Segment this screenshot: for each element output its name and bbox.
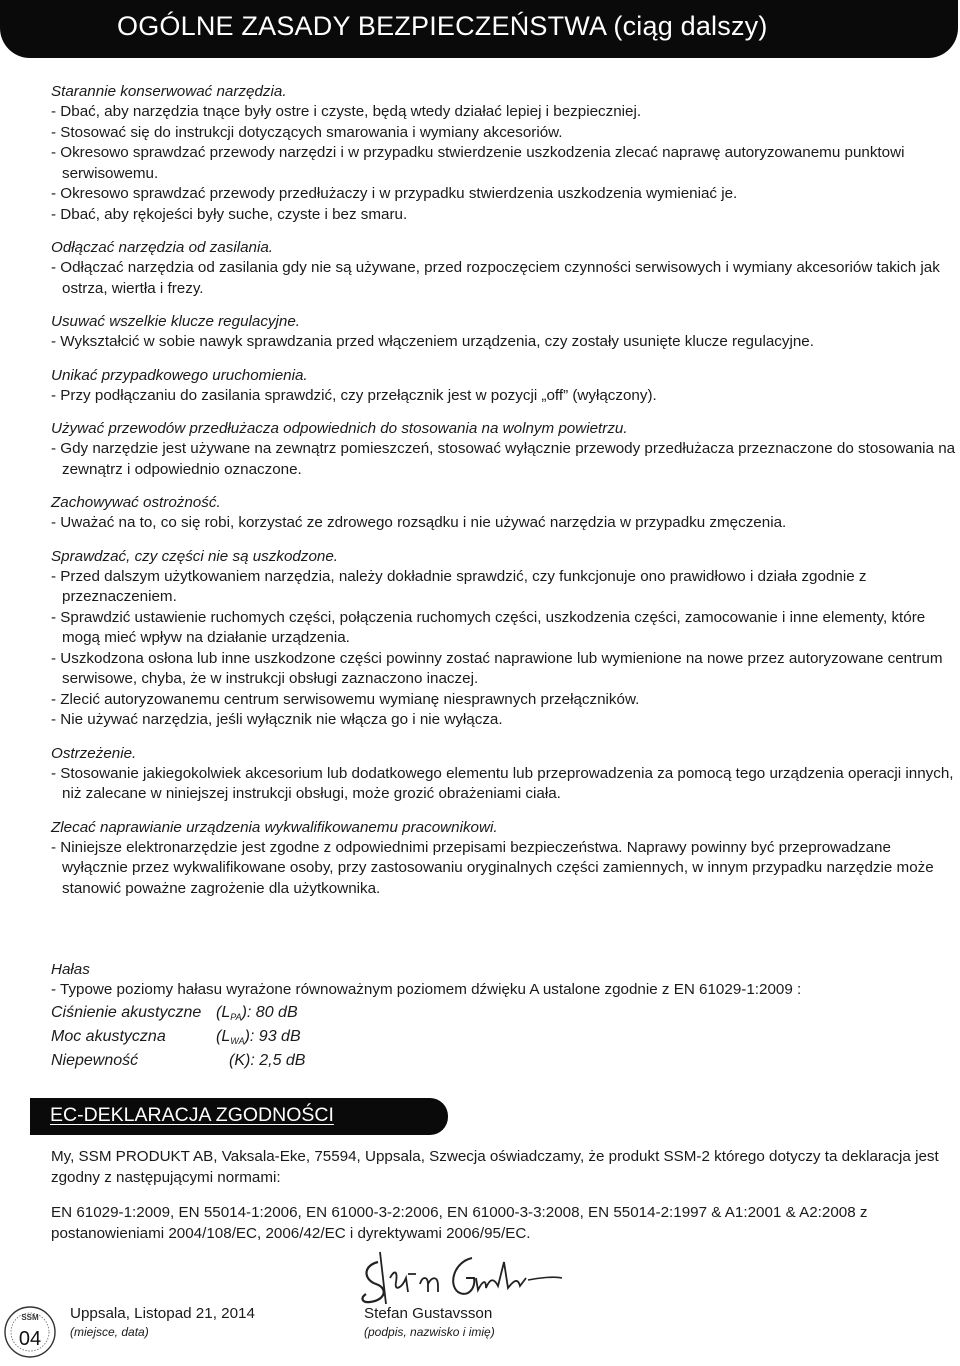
- ec-paragraph: My, SSM PRODUKT AB, Vaksala-Eke, 75594, Uppsala, Szwecja oświadczamy, że produkt SSM-2 którego dotyczy ta deklaracja jest zgodny z następującymi normami:: [51, 1148, 939, 1186]
- noise-row: [51, 1025, 951, 1049]
- section-item: - Stosować się do instrukcji dotyczących smarowania i wymiany akcesoriów.: [51, 123, 563, 141]
- section-title: Używać przewodów przedłużacza odpowiednich do stosowania na wolnym powietrzu.: [51, 420, 628, 437]
- section-item: - Okresowo sprawdzać przewody przedłużaczy i w przypadku stwierdzenia uszkodzenia wymieniać je.: [51, 185, 738, 202]
- section-title: Unikać przypadkowego uruchomienia.: [51, 366, 308, 384]
- section-item: - Przed dalszym użytkowaniem narzędzia, należy dokładnie sprawdzić, czy funkcjonuje ono prawidłowo i działa zgodnie z przeznaczeniem.: [51, 567, 867, 605]
- section-item: - Okresowo sprawdzać przewody narzędzi i w przypadku stwierdzenie uszkodzenia zlecać naprawę autoryzowanemu punktowi serwisowemu.: [51, 144, 905, 182]
- section-item: - Dbać, aby rękojeści były suche, czyste i bez smaru.: [51, 205, 408, 223]
- ec-declaration-title: EC-DEKLARACJA ZGODNOŚCI: [50, 1104, 334, 1126]
- signature-image: [358, 1248, 564, 1306]
- section-item: - Nie używać narzędzia, jeśli wyłącznik nie włącza go i nie wyłącza.: [51, 711, 503, 728]
- safety-section: [51, 547, 956, 731]
- noise-title: Hałas: [51, 961, 90, 978]
- section-title: Ostrzeżenie.: [51, 744, 137, 762]
- section-title: Usuwać wszelkie klucze regulacyjne.: [51, 313, 301, 330]
- section-item: - Niniejsze elektronarzędzie jest zgodne z odpowiednimi przepisami bezpieczeństwa. Naprawy powinny być przeprowadzane wyłącznie przez wykwalifikowane osoby, przy zastosowaniu oryginalnych części zamiennych, w innym przypadku narzędzie może stanowić poważne zagrożenie dla użytkownika.: [51, 838, 934, 897]
- section-item: - Wykształcić w sobie nawyk sprawdzania przed włączeniem urządzenia, czy zostały usunięte klucze regulacyjne.: [51, 333, 814, 350]
- section-title: Zlecać naprawianie urządzenia wykwalifikowanemu pracownikowi.: [51, 818, 498, 836]
- page-header: [0, 0, 958, 58]
- page-title: OGÓLNE ZASADY BEZPIECZEŃSTWA (ciąg dalszy): [117, 11, 768, 41]
- section-item: - Odłączać narzędzia od zasilania gdy nie są używane, przed rozpoczęciem czynności serwisowych i wymiany akcesoriów takich jak ostrza, wiertła i frezy.: [51, 259, 940, 297]
- section-item: - Stosowanie jakiegokolwiek akcesorium lub dodatkowego elementu lub przeprowadzenia za pomocą tego urządzenia operacji innych, niż zalecane w niniejszej instrukcji obsługi, może grozić obrażeniami ciała.: [51, 764, 954, 802]
- safety-sections: [51, 82, 956, 912]
- safety-section: [51, 744, 956, 805]
- safety-section: [51, 238, 956, 299]
- page-number: 04: [18, 1328, 42, 1350]
- safety-section: [51, 419, 956, 480]
- section-item: - Dbać, aby narzędzia tnące były ostre i czyste, będą wtedy działać lepiej i bezpieczniej.: [51, 103, 642, 120]
- logo-text: SSM: [21, 1313, 39, 1322]
- section-item: - Uważać na to, co się robi, korzystać ze zdrowego rozsądku i nie używać narzędzia w przypadku zmęczenia.: [51, 514, 787, 531]
- ec-declaration-body: [51, 1146, 956, 1244]
- section-title: Starannie konserwować narzędzia.: [51, 83, 287, 100]
- section-item: - Uszkodzona osłona lub inne uszkodzone części powinny zostać naprawione lub wymienione na nowe przez autoryzowane centrum serwisowe, chyba, że w instrukcji obsługi zaznaczono inaczej.: [51, 649, 943, 687]
- section-item: - Gdy narzędzie jest używane na zewnątrz pomieszczeń, stosować wyłącznie przewody przedłużacza przeznaczone do stosowania na zewnątrz i odpowiednio oznaczone.: [51, 440, 956, 478]
- noise-section: [51, 960, 951, 1073]
- section-item: - Zlecić autoryzowanemu centrum serwisowemu wymianę niesprawnych przełączników.: [51, 690, 640, 708]
- safety-section: [51, 312, 956, 353]
- company-logo-page-number: [2, 1300, 58, 1360]
- safety-section: [51, 818, 956, 900]
- noise-row-label: Ciśnienie akustyczne: [51, 1003, 202, 1021]
- noise-row: [51, 1001, 951, 1025]
- noise-row-value: (K): 2,5 dB: [229, 1051, 306, 1069]
- noise-row-value: $(L_{WA})$: 93 dB: [216, 1027, 301, 1046]
- signature-date: Uppsala, Listopad 21, 2014: [70, 1305, 255, 1322]
- safety-section: [51, 366, 956, 407]
- signatory-caption: (podpis, nazwisko i imię): [364, 1325, 495, 1339]
- safety-section: [51, 493, 956, 534]
- noise-row-value: $(L_{PA})$: 80 dB: [216, 1003, 298, 1022]
- safety-section: [51, 82, 956, 225]
- section-title: Odłączać narzędzia od zasilania.: [51, 239, 274, 256]
- noise-row-label: Niepewność: [51, 1051, 139, 1069]
- ec-standards-paragraph: EN 61029-1:2009, EN 55014-1:2006, EN 61000-3-2:2006, EN 61000-3-3:2008, EN 55014-2:1997 & A1:2001 & A2:2008 z postanowieniami 2004/108/EC, 2006/42/EC i dyrektywami 2006/95/EC.: [51, 1204, 868, 1242]
- section-item: - Sprawdzić ustawienie ruchomych części, połączenia ruchomych części, uszkodzenia części, zamocowanie i inne elementy, które mogą mieć wpływ na działanie urządzenia.: [51, 608, 926, 646]
- noise-row: [51, 1049, 951, 1073]
- section-item: - Przy podłączaniu do zasilania sprawdzić, czy przełącznik jest w pozycji „off” (wyłączony).: [51, 386, 657, 404]
- signature-date-caption: (miejsce, data): [70, 1325, 149, 1339]
- section-title: Zachowywać ostrożność.: [51, 494, 221, 511]
- signatory-name: Stefan Gustavsson: [364, 1305, 493, 1322]
- noise-intro: - Typowe poziomy hałasu wyrażone równoważnym poziomem dźwięku A ustalone zgodnie z EN 61029-1:2009 :: [51, 981, 802, 998]
- noise-row-label: Moc akustyczna: [51, 1027, 166, 1045]
- ec-declaration-header: [30, 1098, 448, 1135]
- section-title: Sprawdzać, czy części nie są uszkodzone.: [51, 547, 339, 565]
